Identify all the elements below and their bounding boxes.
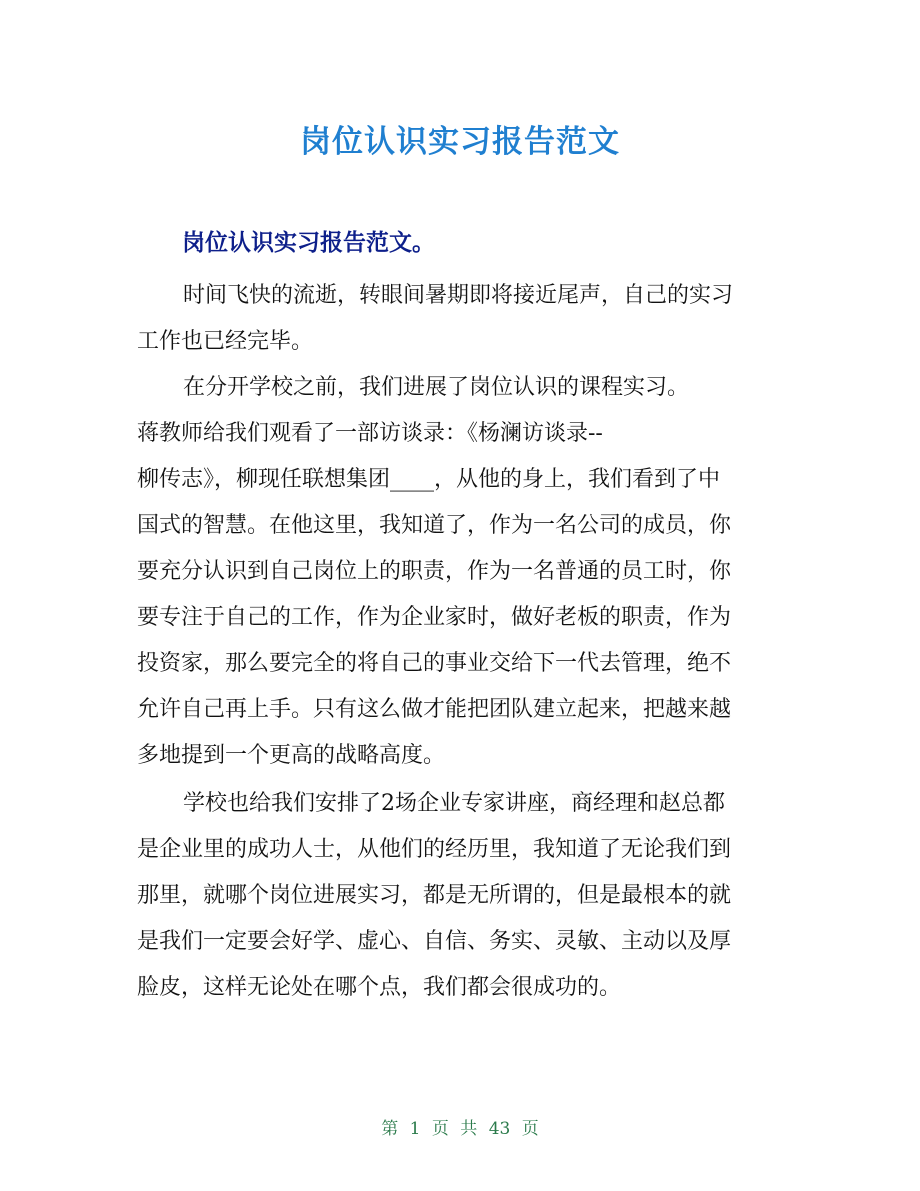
paragraph-line: 要专注于自己的工作，作为企业家时，做好老板的职责，作为: [137, 605, 732, 630]
paragraph-line: 投资家，那么要完全的将自己的事业交给下一代去管理，绝不: [137, 651, 732, 676]
paragraph-line: 那里，就哪个岗位进展实习，都是无所谓的，但是最根本的就: [137, 883, 732, 908]
paragraph-line: 是企业里的成功人士，从他们的经历里，我知道了无论我们到: [137, 837, 732, 862]
page-number-footer: 第 1 页 共 43 页: [381, 1119, 539, 1139]
document-title: 岗位认识实习报告范文: [300, 124, 620, 160]
paragraph-line: 时间飞快的流逝，转眼间暑期即将接近尾声，自己的实习: [183, 283, 734, 308]
paragraph-line: 多地提到一个更高的战略高度。: [137, 743, 446, 768]
paragraph-line: 工作也已经完毕。: [137, 329, 314, 354]
paragraph-line: 要充分认识到自己岗位上的职责，作为一名普通的员工时，你: [137, 559, 732, 584]
paragraph-line: 允许自己再上手。只有这么做才能把团队建立起来，把越来越: [137, 697, 732, 722]
paragraph-line: 柳传志》，柳现任联想集团____，从他的身上，我们看到了中: [137, 467, 721, 492]
paragraph-line: 学校也给我们安排了2场企业专家讲座，商经理和赵总都: [183, 791, 725, 816]
paragraph-line: 脸皮，这样无论处在哪个点，我们都会很成功的。: [137, 975, 622, 1000]
paragraph-2: [137, 365, 787, 779]
paragraph-3: [137, 781, 787, 1011]
paragraph-line: 在分开学校之前，我们进展了岗位认识的课程实习。: [183, 375, 690, 400]
paragraph-line: 国式的智慧。在他这里，我知道了，作为一名公司的成员，你: [137, 513, 732, 538]
paragraph-line: 是我们一定要会好学、虚心、自信、务实、灵敏、主动以及厚: [137, 929, 732, 954]
paragraph-1: [137, 273, 787, 365]
paragraph-line: 蒋教师给我们观看了一部访谈录：《杨澜访谈录--: [137, 421, 603, 446]
document-subtitle: 岗位认识实习报告范文。: [182, 230, 435, 256]
